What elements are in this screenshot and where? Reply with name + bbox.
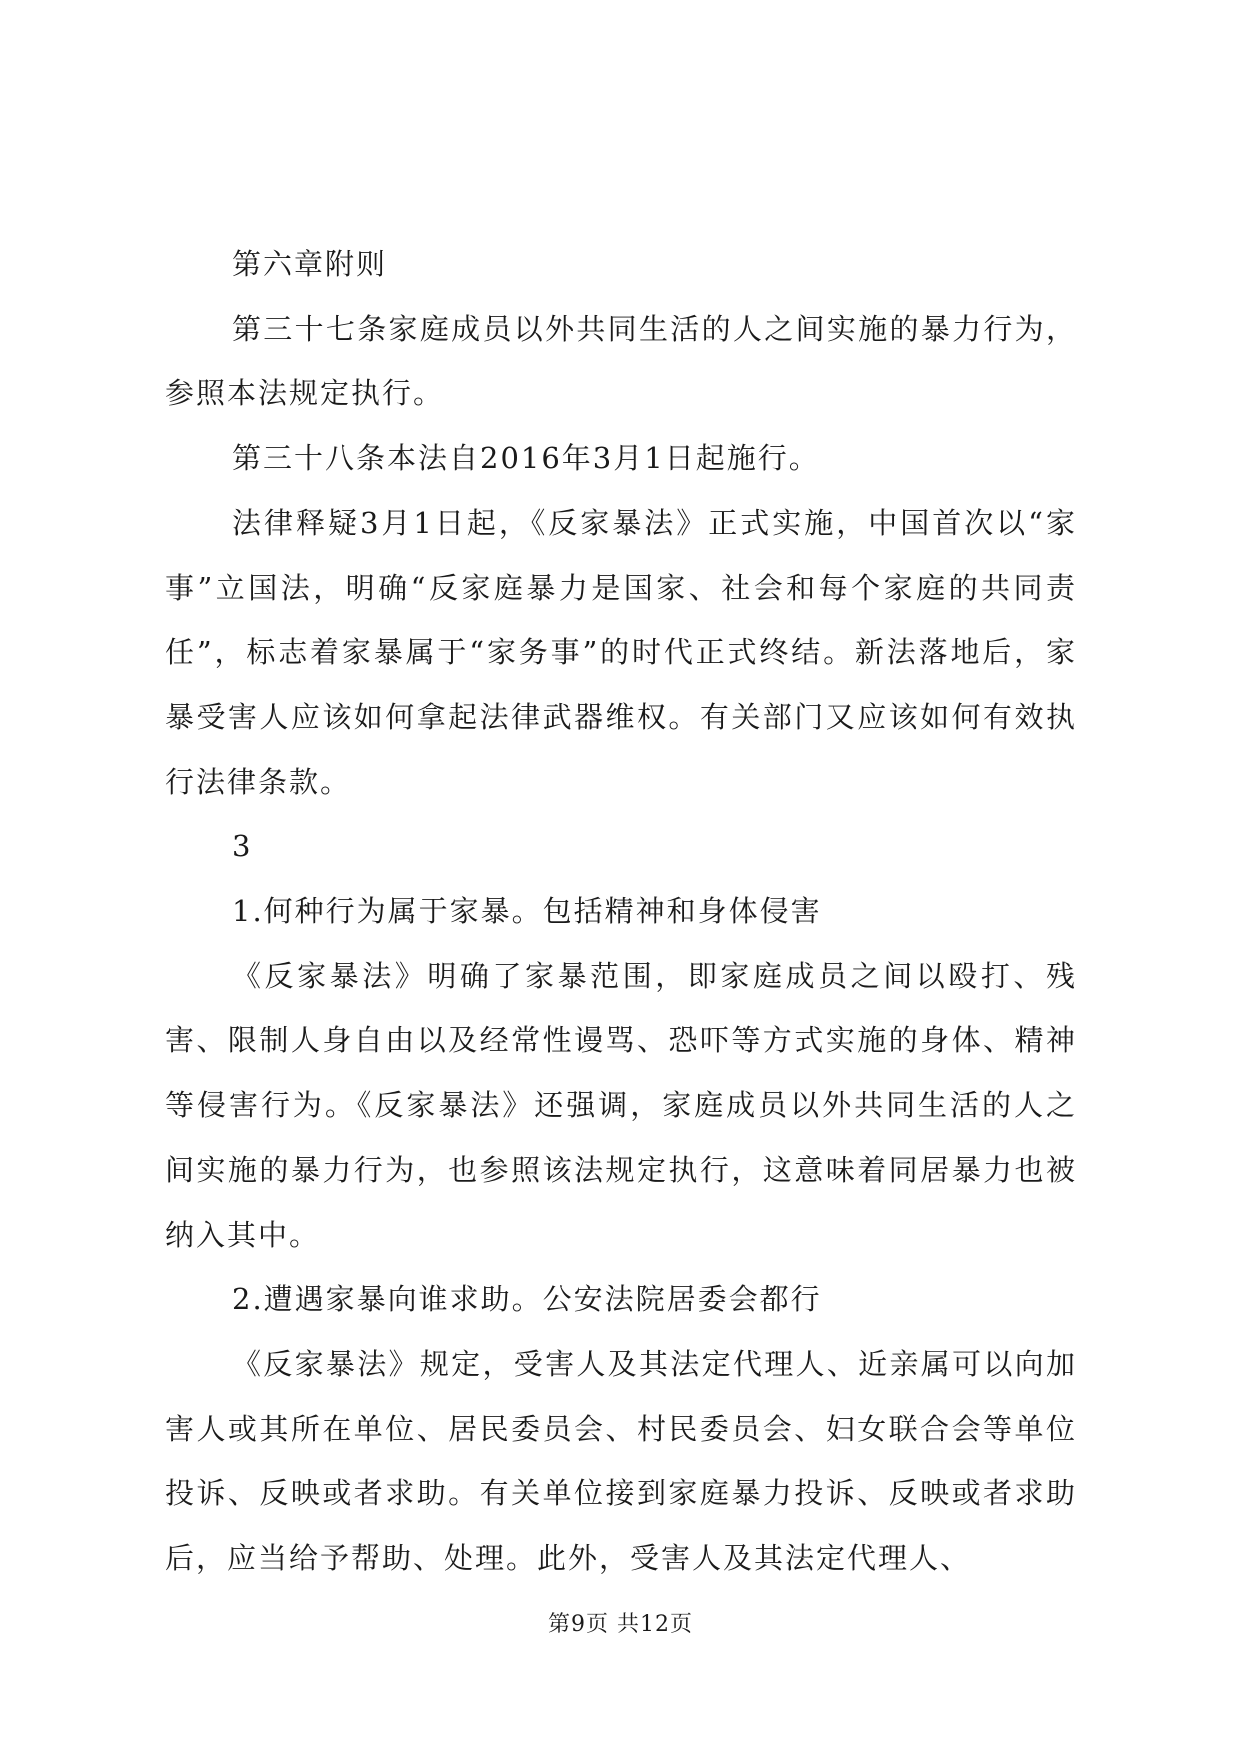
article-37: 第三十七条家庭成员以外共同生活的人之间实施的暴力行为，参照本法规定执行。 [165, 311, 1077, 411]
question-2-heading: 2.遭遇家暴向谁求助。公安法院居委会都行 [232, 1282, 822, 1317]
article-38: 第三十八条本法自2016年3月1日起施行。 [232, 441, 820, 476]
section-number: 3 [232, 829, 253, 864]
page-number-label: 第9页 共12页 [548, 1612, 693, 1637]
question-1-body: 《反家暴法》明确了家暴范围，即家庭成员之间以殴打、残害、限制人身自由以及经常性谩骂、恐吓等方式实施的身体、精神等侵害行为。《反家暴法》还强调，家庭成员以外共同生活的人之间实施的暴力行为，也参照该法规定执行，这意味着同居暴力也被纳入其中。 [165, 958, 1077, 1252]
chapter-heading: 第六章附则 [232, 247, 388, 281]
question-2-body: 《反家暴法》规定，受害人及其法定代理人、近亲属可以向加害人或其所在单位、居民委员会、村民委员会、妇女联合会等单位投诉、反映或者求助。有关单位接到家庭暴力投诉、反映或者求助后，应当给予帮助、处理。此外，受害人及其法定代理人、 [165, 1346, 1077, 1576]
document-body [165, 232, 1077, 1591]
page-footer [0, 1610, 1241, 1640]
legal-explanation-paragraph: 法律释疑3月1日起，《反家暴法》正式实施，中国首次以“家事”立国法，明确“反家庭暴力是国家、社会和每个家庭的共同责任”，标志着家暴属于“家务事”的时代正式终结。新法落地后，家暴受害人应该如何拿起法律武器维权。有关部门又应该如何有效执行法律条款。 [165, 505, 1077, 799]
question-1-heading: 1.何种行为属于家暴。包括精神和身体侵害 [232, 894, 822, 929]
